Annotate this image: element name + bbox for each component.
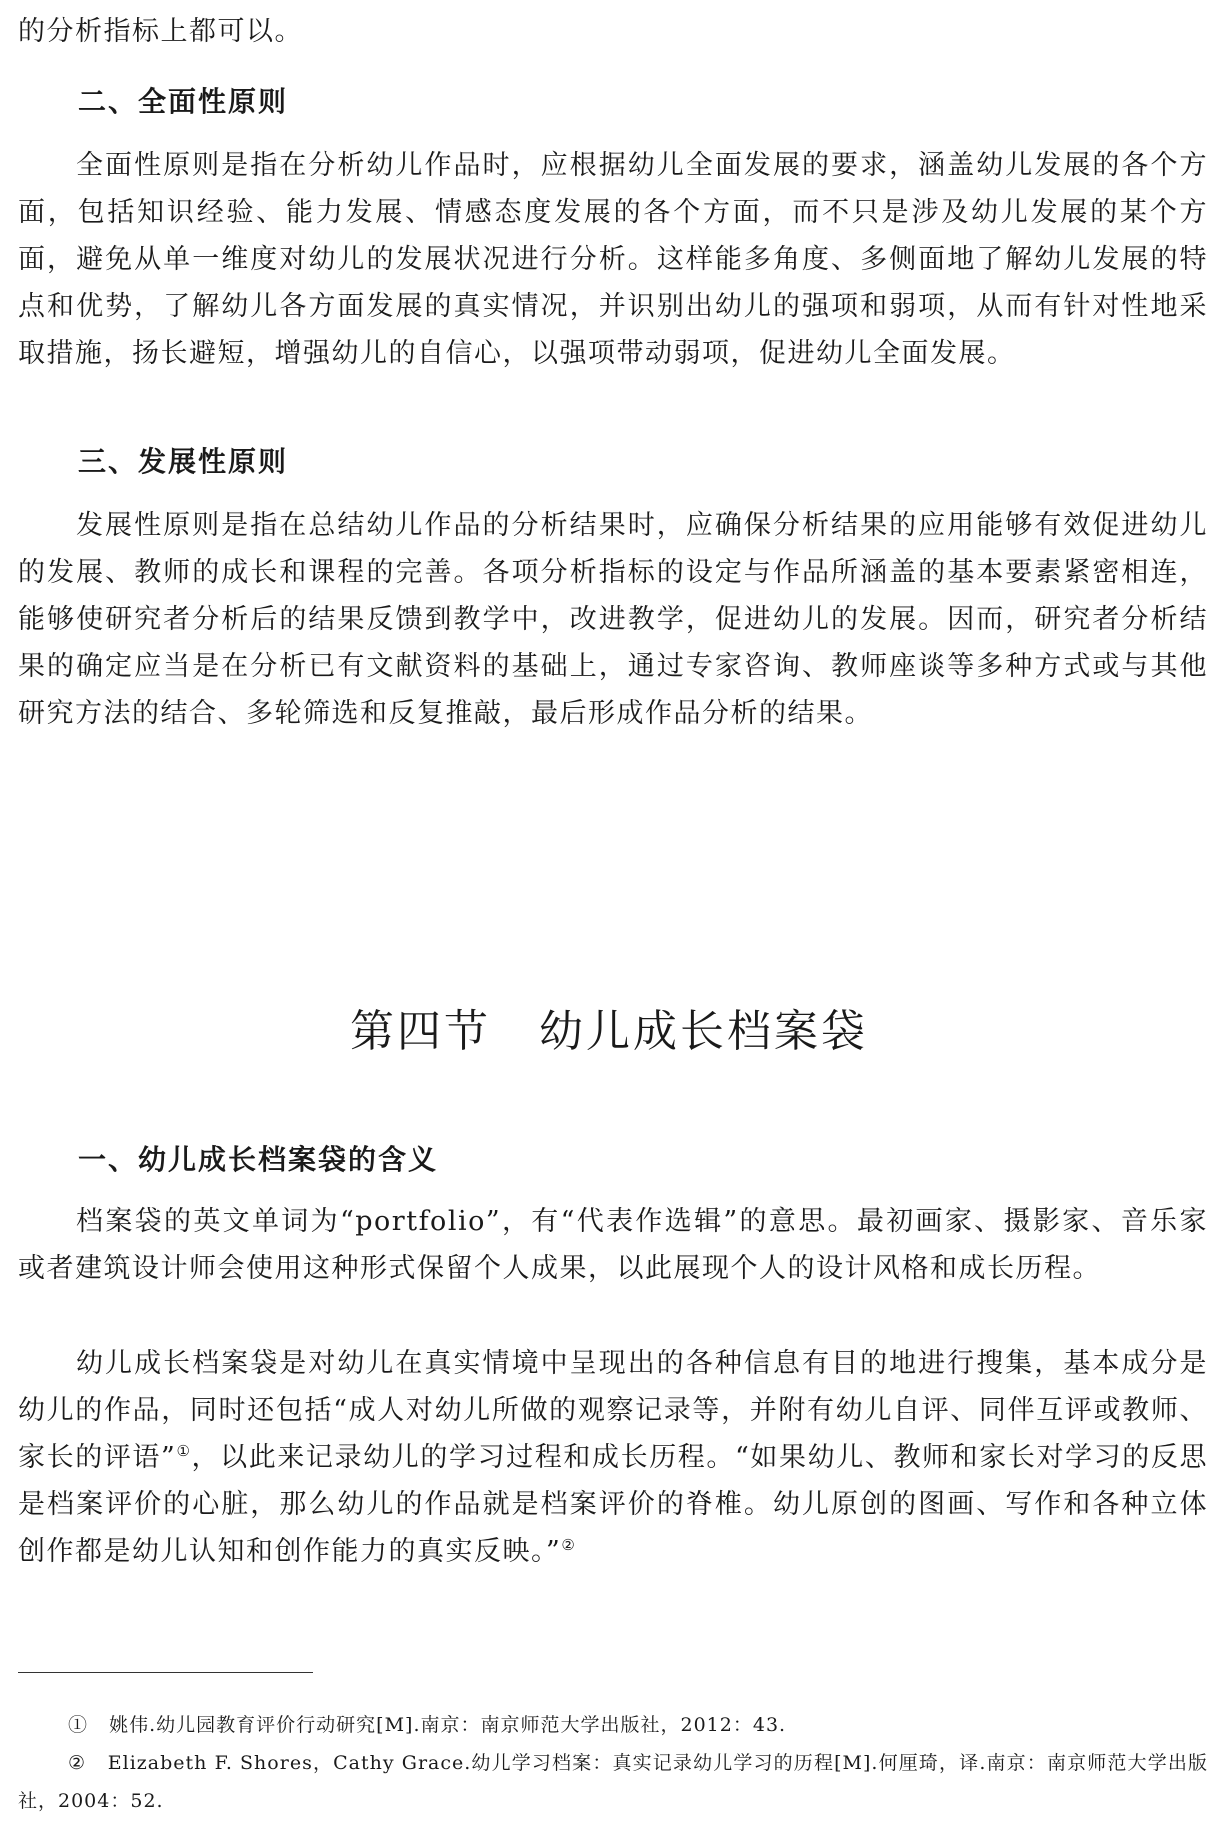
footnote-mark: ② bbox=[68, 1752, 87, 1774]
footnote-1: ① 姚伟.幼儿园教育评价行动研究[M].南京：南京师范大学出版社，2012：43. bbox=[68, 1714, 787, 1736]
paragraph-developmental-principle: 发展性原则是指在总结幼儿作品的分析结果时，应确保分析结果的应用能够有效促进幼儿的发展、教师的成长和课程的完善。各项分析指标的设定与作品所涵盖的基本要素紧密相连，能够使研究者分析后的结果反馈到教学中，改进教学，促进幼儿的发展。因而，研究者分析结果的确定应当是在分析已有文献资料的基础上，通过专家咨询、教师座谈等多种方式或与其他研究方法的结合、多轮筛选和反复推敲，最后形成作品分析的结果。 bbox=[18, 510, 1208, 729]
footnote-2: ② Elizabeth F. Shores，Cathy Grace.幼儿学习档案：真实记录幼儿学习的历程[M].何厘琦，译.南京：南京师范大学出版社，2004：52. bbox=[18, 1752, 1208, 1812]
paragraph-portfolio-definition: 档案袋的英文单词为“portfolio”，有“代表作选辑”的意思。最初画家、摄影家、音乐家或者建筑设计师会使用这种形式保留个人成果，以此展现个人的设计风格和成长历程。 bbox=[18, 1206, 1208, 1284]
heading-comprehensive-principle: 二、全面性原则 bbox=[78, 85, 289, 118]
paragraph-growth-portfolio: 幼儿成长档案袋是对幼儿在真实情境中呈现出的各种信息有目的地进行搜集，基本成分是幼儿的作品，同时还包括“成人对幼儿所做的观察记录等，并附有幼儿自评、同伴互评或教师、家长的评语”①，以此来记录幼儿的学习过程和成长历程。“如果幼儿、教师和家长对学习的反思是档案评价的心脏，那么幼儿的作品就是档案评价的脊椎。幼儿原创的图画、写作和各种立体创作都是幼儿认知和创作能力的真实反映。”② bbox=[18, 1348, 1209, 1567]
section-title bbox=[0, 995, 1218, 1059]
footnote-mark: ① bbox=[68, 1714, 89, 1736]
section-number: 第四节 bbox=[350, 1006, 491, 1057]
heading-portfolio-meaning: 一、幼儿成长档案袋的含义 bbox=[78, 1143, 439, 1176]
paragraph-comprehensive-principle: 全面性原则是指在分析幼儿作品时，应根据幼儿全面发展的要求，涵盖幼儿发展的各个方面，包括知识经验、能力发展、情感态度发展的各个方面，而不只是涉及幼儿发展的某个方面，避免从单一维度对幼儿的发展状况进行分析。这样能多角度、多侧面地了解幼儿发展的特点和优势，了解幼儿各方面发展的真实情况，并识别出幼儿的强项和弱项，从而有针对性地采取措施，扬长避短，增强幼儿的自信心，以强项带动弱项，促进幼儿全面发展。 bbox=[18, 150, 1208, 369]
footnote-ref-1[interactable]: ① bbox=[176, 1442, 192, 1460]
footnote-divider bbox=[18, 1672, 313, 1673]
footnote-ref-2[interactable]: ② bbox=[561, 1536, 577, 1554]
top-fragment: 的分析指标上都可以。 bbox=[18, 16, 303, 47]
heading-developmental-principle: 三、发展性原则 bbox=[78, 445, 289, 478]
section-name: 幼儿成长档案袋 bbox=[539, 1006, 868, 1057]
